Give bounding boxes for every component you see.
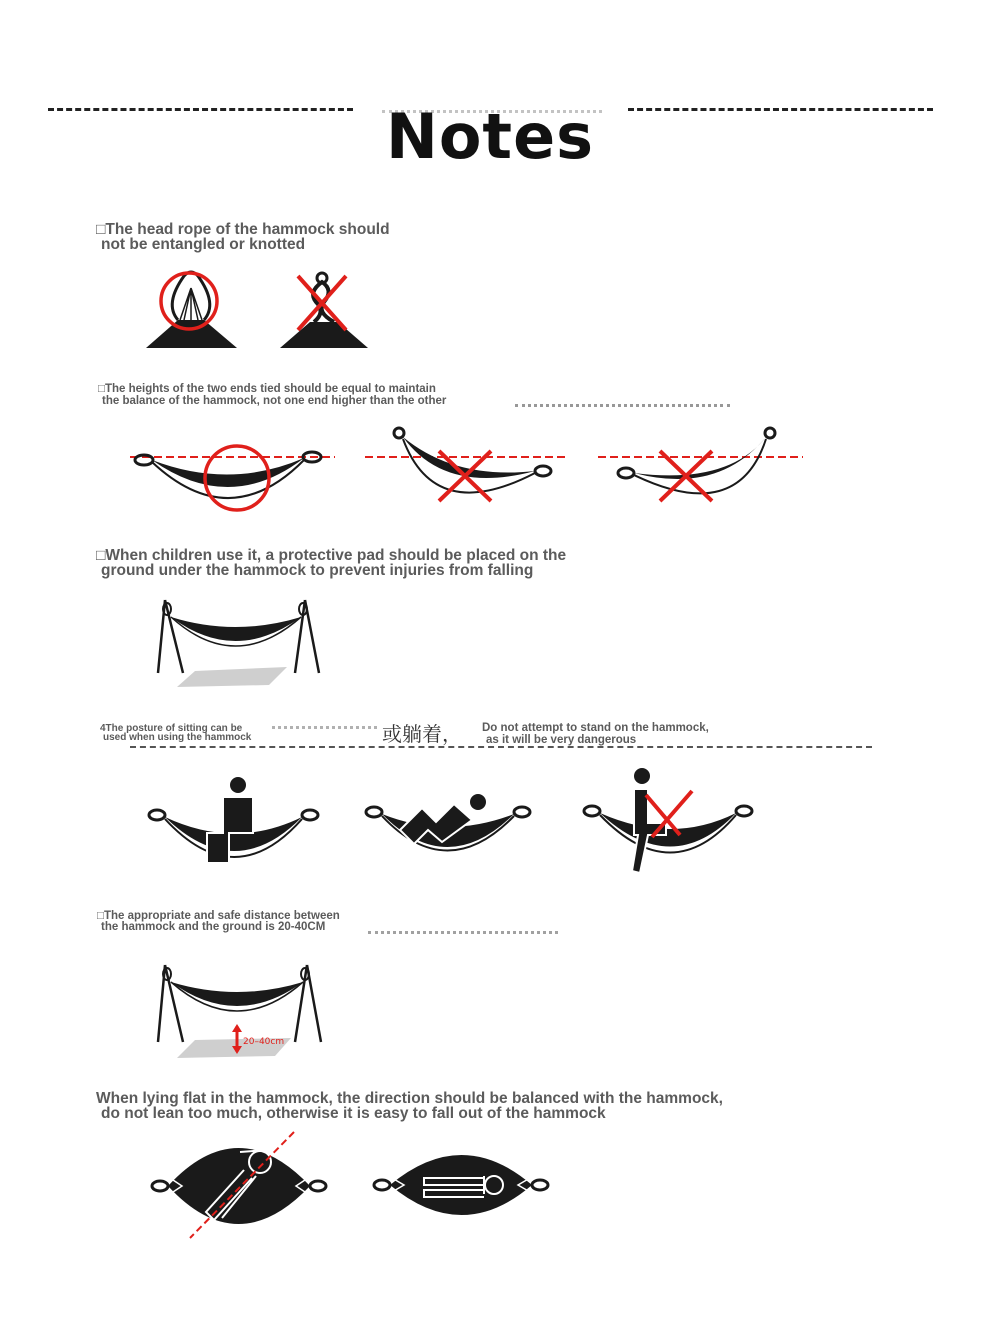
header-divider-left — [48, 108, 353, 111]
level-hammock-correct-icon — [130, 440, 340, 520]
note-3-line-1: □When children use it, a protective pad should be placed on the — [96, 547, 567, 564]
hammock-with-pad-icon — [155, 595, 325, 690]
tangled-head-rope-icon — [278, 272, 370, 352]
page-title: Notes — [385, 100, 595, 173]
note-4-warning-line-2: as it will be very dangerous — [486, 734, 637, 746]
note-5-dots — [368, 931, 558, 934]
sitting-posture-icon — [145, 775, 325, 870]
diagonal-lying-not-allowed-icon — [148, 1130, 333, 1240]
note-5-line-2: the hammock and the ground is 20-40CM — [101, 921, 326, 933]
note-4-warning-line-1: Do not attempt to stand on the hammock, — [482, 722, 709, 734]
header-divider-right — [628, 108, 933, 111]
note-1-line-2: not be entangled or knotted — [101, 236, 306, 253]
note-6-line-1: When lying flat in the hammock, the direction should be balanced with the hammock, — [96, 1090, 723, 1107]
note-4-dots — [272, 726, 377, 729]
note-2-line-2: the balance of the hammock, not one end higher than the other — [102, 395, 447, 407]
correct-head-rope-icon — [144, 268, 239, 352]
note-2-line-1: □The heights of the two ends tied should be equal to maintain — [98, 383, 436, 395]
balanced-lying-correct-icon — [372, 1140, 552, 1230]
note-1-line-1: □The head rope of the hammock should — [96, 221, 390, 238]
uneven-hammock-left-high-icon — [365, 425, 570, 510]
note-5-line-1: □The appropriate and safe distance between — [97, 910, 340, 922]
lying-posture-icon — [362, 790, 537, 860]
standing-not-allowed-icon — [582, 765, 757, 880]
note-2-dots — [515, 404, 730, 407]
note-4-line-2: used when using the hammock — [103, 732, 252, 743]
note-4-chinese-text: 或躺着， — [382, 722, 462, 746]
note-3-line-2: ground under the hammock to prevent injuries from falling — [101, 562, 534, 579]
note-4-divider — [130, 746, 872, 748]
note-6-line-2: do not lean too much, otherwise it is easy to fall out of the hammock — [101, 1105, 606, 1122]
uneven-hammock-right-high-icon — [598, 425, 808, 510]
distance-label: 20–40cm — [243, 1037, 285, 1047]
note-4-line-1: 4The posture of sitting can be — [100, 723, 243, 734]
